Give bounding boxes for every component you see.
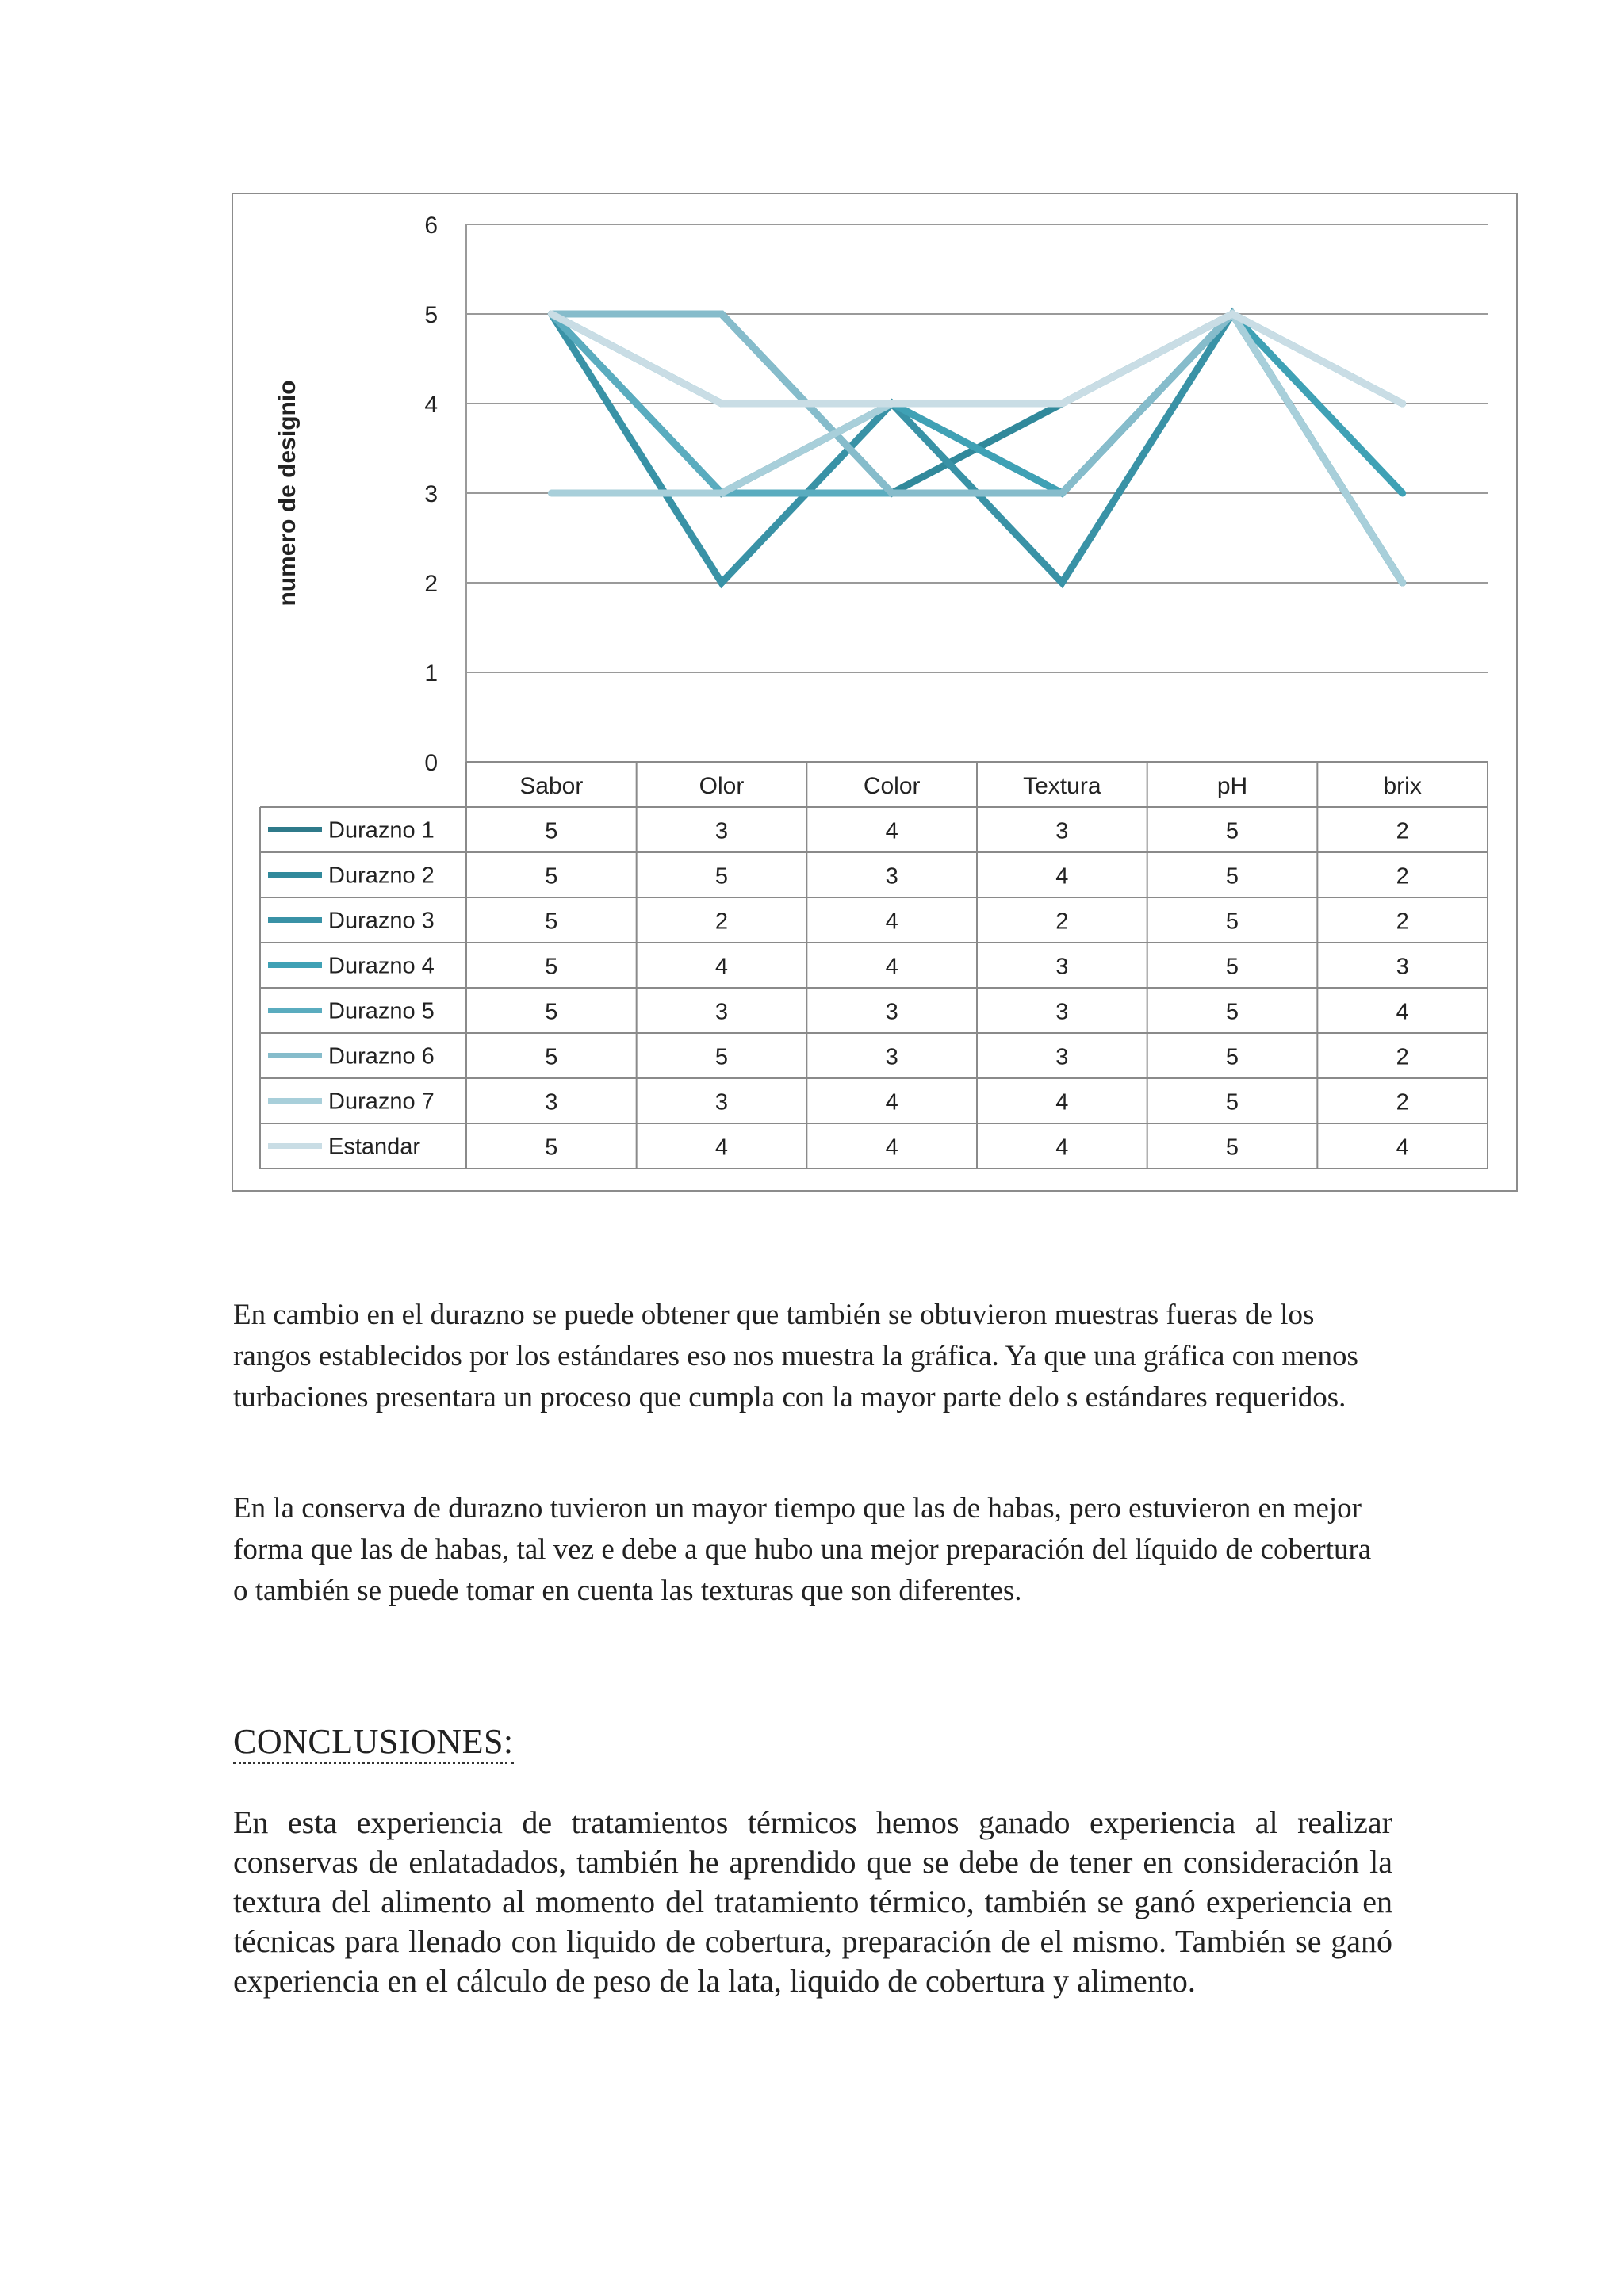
data-table-value: 5 <box>545 954 558 980</box>
data-table-value: 5 <box>1225 1089 1239 1115</box>
data-table-value: 2 <box>1055 909 1069 935</box>
x-category-label: Color <box>863 773 921 799</box>
data-table-value: 5 <box>714 863 729 890</box>
y-tick-label: 6 <box>424 212 438 239</box>
x-category-label: pH <box>1216 773 1248 799</box>
data-table-value: 2 <box>1396 863 1409 890</box>
data-table-value: 5 <box>545 999 558 1025</box>
data-table-value: 2 <box>1396 1044 1409 1070</box>
x-category-label: Textura <box>1023 773 1101 799</box>
paragraph-analysis: En cambio en el durazno se puede obtener que también se obtuvieron muestras fueras de los rangos establecidos por los estándares eso nos muestra la gráfica. Ya que una gráfica con menos turbaciones presentara un proceso que cumpla con la mayor parte delo s estándares requeridos. <box>233 1299 1358 1414</box>
data-table-value: 4 <box>1055 1135 1069 1161</box>
legend-label: Estandar <box>328 1134 421 1160</box>
data-table-value: 3 <box>1055 818 1069 844</box>
x-category-label: brix <box>1383 773 1422 799</box>
y-tick-label: 3 <box>424 481 438 507</box>
legend-label: Durazno 4 <box>328 953 435 979</box>
data-table-value: 4 <box>885 1135 898 1161</box>
data-table-value: 4 <box>885 1089 898 1115</box>
data-table-value: 5 <box>1225 863 1239 890</box>
data-table-value: 3 <box>885 999 898 1025</box>
data-table-value: 3 <box>545 1089 558 1115</box>
chart-frame <box>232 193 1518 1192</box>
data-table-value: 4 <box>885 909 898 935</box>
x-category-label: Sabor <box>519 773 584 799</box>
data-table-value: 5 <box>1225 1135 1239 1161</box>
data-table-value: 3 <box>885 1044 898 1070</box>
y-tick-label: 0 <box>424 750 438 776</box>
data-table-value: 3 <box>885 863 898 890</box>
data-table-value: 5 <box>1225 999 1239 1025</box>
legend-label: Durazno 3 <box>328 908 435 934</box>
paragraph-comparison: En la conserva de durazno tuvieron un mayor tiempo que las de habas, pero estuvieron en mejor forma que las de habas, tal vez e debe a que hubo una mejor preparación del líquido de cobertura o también se puede tomar en cuenta las texturas que son diferentes. <box>233 1492 1372 1607</box>
legend-label: Durazno 2 <box>328 863 435 889</box>
data-table-value: 5 <box>714 1044 729 1070</box>
data-table-value: 5 <box>545 909 558 935</box>
data-table-value: 3 <box>1055 1044 1069 1070</box>
data-table-value: 4 <box>1396 999 1409 1025</box>
y-tick-label: 2 <box>424 571 438 597</box>
y-axis-title: numero de designio <box>274 380 301 607</box>
data-table-value: 4 <box>1055 863 1069 890</box>
conclusions-heading: CONCLUSIONES: <box>233 1722 514 1764</box>
data-table-value: 2 <box>1396 909 1409 935</box>
legend-label: Durazno 6 <box>328 1043 435 1070</box>
data-table-value: 5 <box>1225 954 1239 980</box>
data-table-value: 5 <box>545 1044 558 1070</box>
data-table-value: 5 <box>545 1135 558 1161</box>
y-tick-label: 5 <box>424 302 438 328</box>
data-table-value: 2 <box>1396 818 1409 844</box>
legend-label: Durazno 7 <box>328 1089 435 1115</box>
y-tick-label: 1 <box>424 660 438 687</box>
data-table-value: 5 <box>1225 909 1239 935</box>
data-table-value: 4 <box>1055 1089 1069 1115</box>
data-table-value: 2 <box>714 909 729 935</box>
data-table-value: 4 <box>714 954 729 980</box>
data-table-value: 3 <box>1396 954 1409 980</box>
legend-label: Durazno 5 <box>328 998 435 1024</box>
data-table-value: 5 <box>545 818 558 844</box>
data-table-value: 5 <box>1225 818 1239 844</box>
y-tick-label: 4 <box>424 392 438 418</box>
data-table-value: 3 <box>714 818 729 844</box>
line-chart <box>233 194 1516 1190</box>
data-table-value: 3 <box>714 999 729 1025</box>
data-table-value: 4 <box>1396 1135 1409 1161</box>
x-category-label: Olor <box>699 773 745 799</box>
legend-label: Durazno 1 <box>328 817 435 844</box>
data-table-value: 4 <box>885 818 898 844</box>
data-table-value: 4 <box>885 954 898 980</box>
data-table-value: 2 <box>1396 1089 1409 1115</box>
conclusions-paragraph: En esta experiencia de tratamientos térmicos hemos ganado experiencia al realizar conservas de enlatadados, también he aprendido que se debe de tener en consideración la textura del alimento al momento del tratamiento térmico, también se ganó experiencia en técnicas para llenado con liquido de cobertura, preparación de el mismo. También se ganó experiencia en el cálculo de peso de la lata, liquido de cobertura y alimento. <box>233 1804 1392 1999</box>
data-table-value: 5 <box>1225 1044 1239 1070</box>
data-table-value: 3 <box>714 1089 729 1115</box>
data-table-value: 3 <box>1055 999 1069 1025</box>
data-table-value: 5 <box>545 863 558 890</box>
data-table-value: 3 <box>1055 954 1069 980</box>
data-table-value: 4 <box>714 1135 729 1161</box>
